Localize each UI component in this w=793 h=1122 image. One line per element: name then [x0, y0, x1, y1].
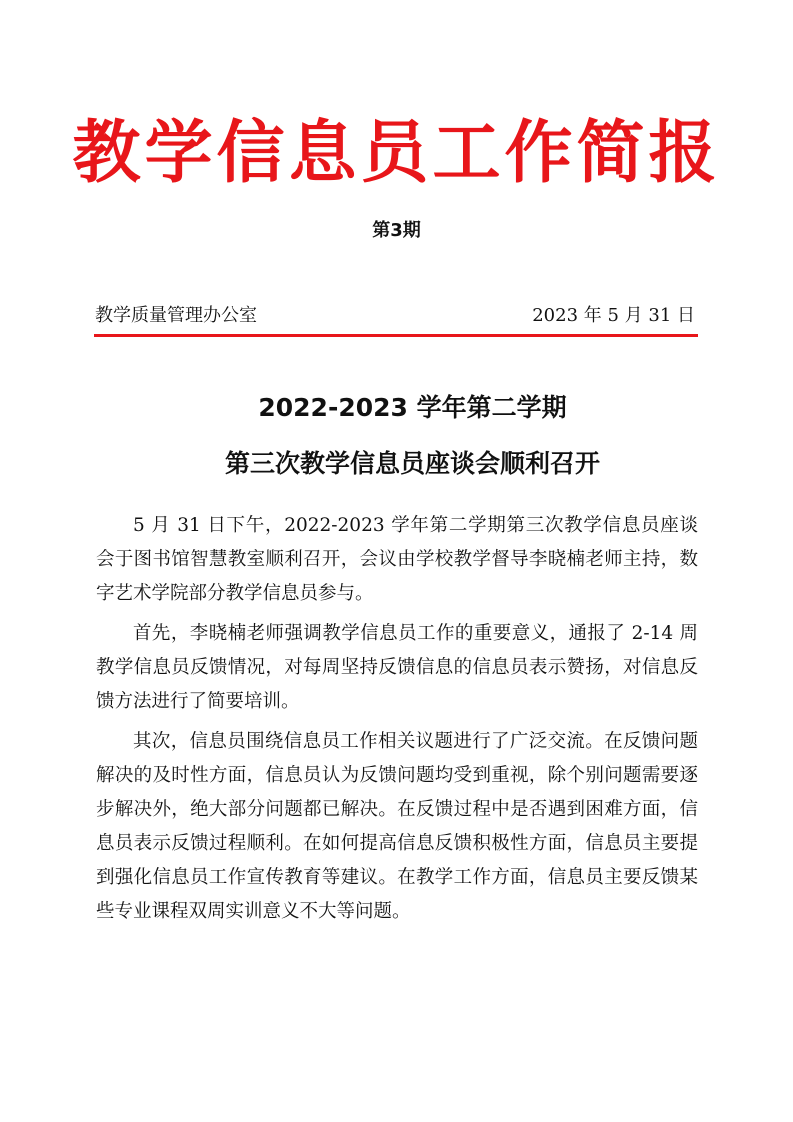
article-title-line-1: 2022-2023 学年第二学期	[258, 393, 567, 422]
article-paragraph-2: 首先，李晓楠老师强调教学信息员工作的重要意义，通报了 2-14 周教学信息员反馈情况，对每周坚持反馈信息的信息员表示赞扬，对信息反馈方法进行了简要培训。	[96, 623, 698, 712]
masthead-title: 教学信息员工作简报	[72, 114, 721, 193]
publish-date: 2023 年 5 月 31 日	[532, 305, 695, 326]
article-body	[96, 509, 698, 935]
department-name: 教学质量管理办公室	[95, 305, 257, 326]
article-paragraph-1: 5 月 31 日下午，2022-2023 学年第二学期第三次教学信息员座谈会于图书馆智慧教室顺利召开，会议由学校教学督导李晓楠老师主持，数字艺术学院部分教学信息员参与。	[96, 515, 698, 604]
article-paragraph-3: 其次，信息员围绕信息员工作相关议题进行了广泛交流。在反馈问题解决的及时性方面，信息员认为反馈问题均受到重视，除个别问题需要逐步解决外，绝大部分问题都已解决。在反馈过程中是否遇到困难方面，信息员表示反馈过程顺利。在如何提高信息反馈积极性方面，信息员主要提到强化信息员工作宣传教育等建议。在教学工作方面，信息员主要反馈某些专业课程双周实训意义不大等问题。	[96, 731, 698, 922]
issue-number: 第3期	[372, 220, 421, 241]
article-title-line-2: 第三次教学信息员座谈会顺利召开	[224, 449, 600, 478]
header-divider	[94, 334, 698, 337]
meta-row	[95, 302, 695, 330]
